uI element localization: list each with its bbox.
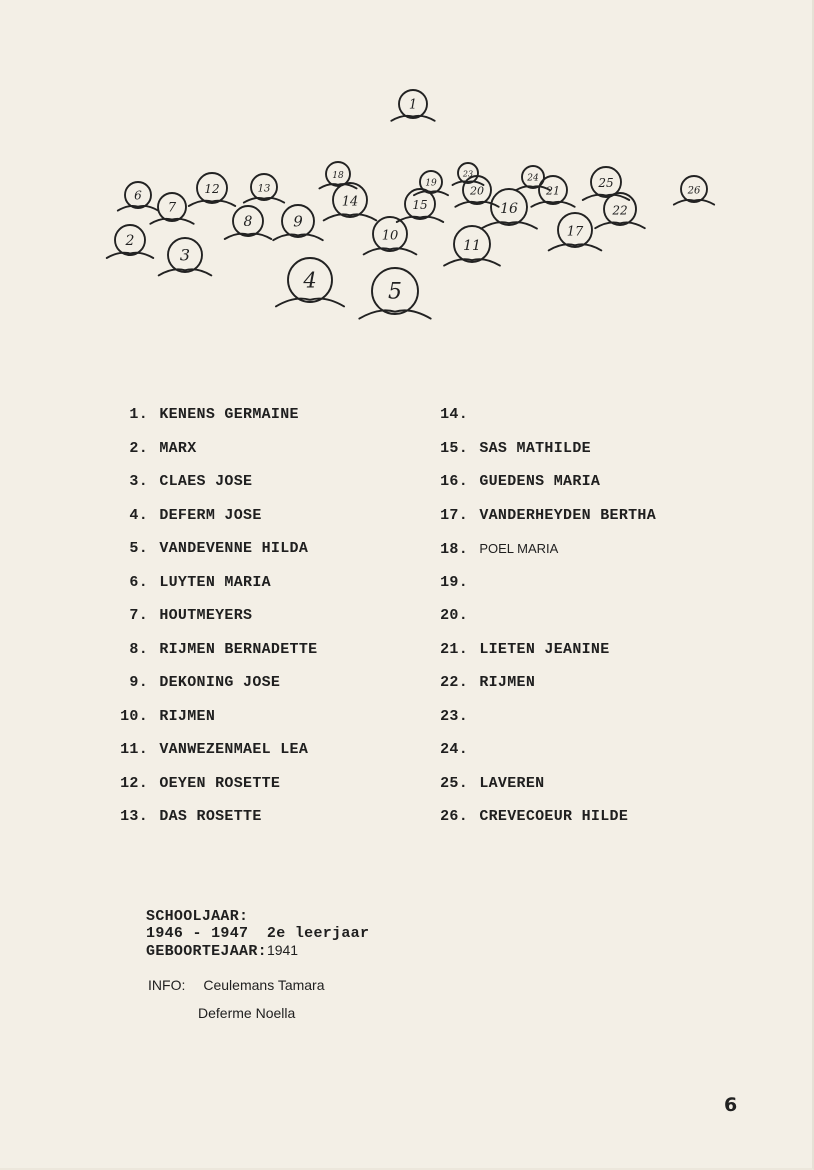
name-entry	[428, 639, 656, 673]
entry-number: 14.	[440, 406, 468, 423]
entry-name: LIETEN JEANINE	[479, 640, 610, 658]
entry-name: LUYTEN MARIA	[159, 573, 271, 591]
person-position-6	[118, 182, 158, 211]
position-number: 6	[134, 188, 142, 203]
position-number: 16	[500, 200, 518, 217]
entry-number: 12.	[120, 774, 148, 792]
person-position-19	[414, 171, 448, 195]
person-position-25	[583, 167, 630, 200]
name-entry	[108, 605, 317, 639]
entry-number: 22.	[440, 674, 468, 691]
entry-number: 8.	[129, 640, 148, 658]
name-entry	[428, 806, 656, 840]
name-entry	[108, 538, 317, 572]
position-number: 7	[167, 200, 177, 216]
entry-number: 6.	[129, 573, 148, 591]
entry-name: RIJMEN	[159, 707, 216, 725]
entry-name: CLAES JOSE	[159, 473, 253, 490]
position-number: 26	[687, 185, 701, 197]
entry-name: VANDERHEYDEN BERTHA	[479, 506, 657, 524]
position-number: 15	[412, 197, 428, 212]
name-entry	[108, 404, 317, 438]
class-photo-position-diagram	[0, 0, 814, 340]
person-position-26	[674, 176, 714, 205]
names-list-right	[428, 404, 656, 840]
entry-name: MARX	[159, 439, 197, 457]
entry-number: 19.	[440, 573, 468, 591]
position-number: 10	[381, 228, 399, 244]
info-name-2: Deferme Noella	[198, 1005, 296, 1021]
person-position-23	[453, 163, 484, 185]
name-entry	[428, 706, 656, 740]
entry-name: HOUTMEYERS	[159, 607, 253, 624]
name-entry	[108, 806, 317, 840]
entry-name: CREVECOEUR HILDE	[479, 808, 629, 825]
info-name-1: Ceulemans Tamara	[203, 977, 325, 993]
entry-name: VANWEZENMAEL LEA	[159, 741, 309, 758]
entry-number: 24.	[440, 741, 468, 758]
name-entry	[428, 605, 656, 639]
entry-name: VANDEVENNE HILDA	[159, 540, 309, 557]
name-entry	[428, 739, 656, 773]
entry-name: LAVEREN	[479, 774, 545, 792]
name-entry	[428, 404, 656, 438]
entry-number: 13.	[120, 808, 148, 825]
info-label: INFO:	[148, 977, 186, 993]
position-number: 24	[527, 173, 539, 184]
entry-number: 15.	[440, 439, 468, 457]
entry-number: 26.	[440, 808, 468, 825]
name-entry	[108, 505, 317, 539]
position-number: 5	[388, 279, 402, 305]
entry-name: DEFERM JOSE	[159, 506, 262, 524]
position-number: 11	[463, 237, 481, 254]
entry-number: 4.	[129, 506, 148, 524]
info-line-2	[162, 988, 295, 1040]
person-position-8	[225, 206, 272, 239]
person-position-17	[549, 213, 602, 250]
name-entry	[428, 538, 656, 572]
position-number: 3	[179, 245, 191, 265]
position-number: 9	[293, 212, 303, 231]
entry-name: SAS MATHILDE	[479, 439, 591, 457]
person-position-7	[150, 193, 193, 224]
entry-number: 18.	[440, 541, 468, 558]
entry-number: 21.	[440, 640, 468, 658]
name-entry	[108, 773, 317, 807]
person-position-11	[444, 226, 500, 266]
entry-number: 2.	[129, 439, 148, 457]
entry-name: DAS ROSETTE	[159, 808, 262, 825]
entry-number: 16.	[440, 473, 468, 490]
entry-number: 11.	[120, 741, 148, 758]
person-position-18	[319, 162, 356, 188]
entry-name: DEKONING JOSE	[159, 674, 281, 691]
entry-number: 9.	[129, 674, 148, 691]
page-number: 6	[724, 1094, 738, 1116]
position-number: 1	[408, 97, 418, 113]
entry-number: 23.	[440, 707, 468, 725]
position-number: 22	[612, 203, 628, 218]
name-entry	[108, 639, 317, 673]
name-entry	[428, 438, 656, 472]
name-entry	[108, 672, 317, 706]
person-position-13	[244, 174, 284, 203]
name-entry	[108, 438, 317, 472]
position-number: 8	[243, 213, 253, 230]
person-position-2	[107, 225, 154, 258]
person-position-1	[391, 90, 434, 121]
position-number: 13	[257, 183, 271, 195]
name-entry	[428, 672, 656, 706]
name-entry	[428, 572, 656, 606]
person-position-5	[359, 268, 430, 319]
name-entry	[428, 773, 656, 807]
person-position-14	[324, 183, 377, 220]
entry-name: KENENS GERMAINE	[159, 406, 299, 423]
entry-number: 3.	[129, 473, 148, 490]
position-number: 17	[566, 224, 584, 240]
person-position-3	[159, 238, 212, 275]
person-position-15	[397, 189, 444, 222]
entry-number: 10.	[120, 707, 148, 725]
position-number: 20	[470, 184, 484, 198]
entry-name: RIJMEN BERNADETTE	[159, 640, 318, 658]
person-position-4	[276, 258, 344, 306]
name-entry	[108, 471, 317, 505]
birth-year-label: GEBOORTEJAAR:	[146, 943, 267, 960]
position-number: 21	[546, 184, 560, 198]
entry-number: 7.	[129, 607, 148, 624]
entry-name: GUEDENS MARIA	[479, 473, 601, 490]
person-position-22	[595, 193, 645, 228]
school-year-value: 1946 - 1947 2e leerjaar	[146, 925, 370, 942]
position-number: 14	[341, 194, 359, 210]
names-list-left	[108, 404, 317, 840]
entry-number: 17.	[440, 506, 468, 524]
entry-name: POEL MARIA	[479, 541, 559, 556]
entry-number: 25.	[440, 774, 468, 792]
entry-number: 5.	[129, 540, 148, 557]
entry-name: OEYEN ROSETTE	[159, 774, 281, 792]
position-number: 25	[598, 175, 614, 190]
person-position-12	[189, 173, 236, 206]
name-entry	[108, 706, 317, 740]
school-year-label: SCHOOLJAAR:	[146, 908, 249, 925]
position-number: 2	[125, 232, 135, 249]
position-number: 19	[425, 178, 437, 189]
birth-year-value: 1941	[266, 942, 299, 958]
name-entry	[428, 505, 656, 539]
entry-name: RIJMEN	[479, 674, 536, 691]
name-entry	[108, 739, 317, 773]
name-entry	[108, 572, 317, 606]
position-number: 23	[462, 169, 474, 179]
person-position-9	[273, 205, 323, 240]
entry-number: 20.	[440, 607, 468, 624]
position-number: 4	[303, 268, 317, 293]
person-position-10	[364, 217, 417, 254]
position-number: 12	[204, 181, 220, 196]
position-number: 18	[332, 170, 344, 181]
name-entry	[428, 471, 656, 505]
entry-number: 1.	[129, 406, 148, 423]
